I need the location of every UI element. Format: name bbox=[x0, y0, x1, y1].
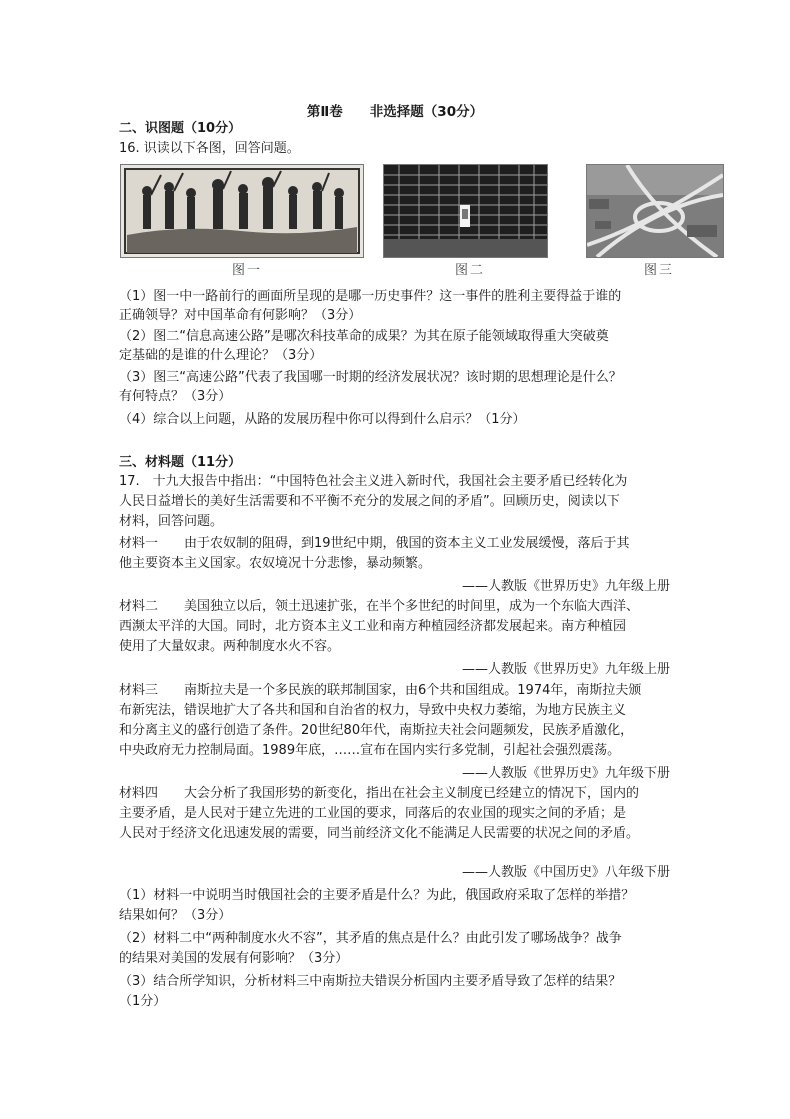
material-3-line1: 材料三 南斯拉夫是一个多民族的联邦制国家，由6个共和国组成。1974年，南斯拉夫颁 bbox=[119, 683, 642, 698]
q17-2-line1: （2）材料二中“两种制度水火不容”，其矛盾的焦点是什么？由此引发了哪场战争？战争 bbox=[119, 931, 622, 946]
q16-3-line1: （3）图三“高速公路”代表了我国哪一时期的经济发展状况？该时期的思想理论是什么？ bbox=[119, 370, 622, 385]
q16-2-line2: 定基础的是谁的什么理论？（3分） bbox=[119, 348, 323, 363]
material-4-line3: 人民对于经济文化迅速发展的需要，同当前经济文化不能满足人民需要的状况之间的矛盾。 bbox=[119, 826, 640, 841]
section-title: 第Ⅱ卷 非选择题（30分） bbox=[306, 104, 484, 120]
material-3-line2: 布新宪法，错误地扩大了各共和国和自治省的权力，导致中央权力萎缩，为地方民族主义 bbox=[119, 703, 627, 718]
q17-1-line1: （1）材料一中说明当时俄国社会的主要矛盾是什么？为此，俄国政府采取了怎样的举措？ bbox=[119, 888, 635, 903]
q17-intro-line3: 材料，回答问题。 bbox=[119, 514, 224, 529]
part2-heading: 二、识图题（10分） bbox=[119, 121, 242, 136]
material-4-source: ——人教版《中国历史》八年级下册 bbox=[461, 865, 670, 880]
material-1-line1: 材料一 由于农奴制的阻碍，到19世纪中期，俄国的资本主义工业发展缓慢，落后于其 bbox=[119, 536, 630, 551]
q17-1-line2: 结果如何？（3分） bbox=[119, 908, 232, 923]
material-4-line2: 主要矛盾，是人民对于建立先进的工业国的要求，同落后的农业国的现实之间的矛盾；是 bbox=[119, 806, 627, 821]
material-1-source: ——人教版《世界历史》九年级上册 bbox=[461, 579, 670, 594]
material-2-line1: 材料二 美国独立以后，领土迅速扩张，在半个多世纪的时间里，成为一个东临大西洋、 bbox=[119, 599, 640, 614]
q17-intro-line1: 17. 十九大报告中指出：“中国特色社会主义进入新时代，我国社会主要矛盾已经转化为 bbox=[119, 474, 628, 489]
q17-3-line1: （3）结合所学知识，分析材料三中南斯拉夫错误分析国内主要矛盾导致了怎样的结果？ bbox=[119, 974, 622, 989]
figure-1-caption: 图一 bbox=[232, 263, 263, 278]
material-2-source: ——人教版《世界历史》九年级上册 bbox=[461, 662, 670, 677]
material-3-source: ——人教版《世界历史》九年级下册 bbox=[461, 766, 670, 781]
q16-4-line1: （4）综合以上问题，从路的发展历程中你可以得到什么启示？（1分） bbox=[119, 412, 526, 427]
figure-3-caption: 图三 bbox=[644, 263, 675, 278]
q17-intro-line2: 人民日益增长的美好生活需要和不平衡不充分的发展之间的矛盾”。回顾历史，阅读以下 bbox=[119, 494, 620, 509]
q16-3-line2: 有何特点？（3分） bbox=[119, 389, 232, 404]
material-2-line3: 使用了大量奴隶。两种制度水火不容。 bbox=[119, 639, 341, 654]
material-1-line2: 他主要资本主义国家。农奴境况十分悲惨，暴动频繁。 bbox=[119, 556, 432, 571]
q17-2-line2: 的结果对美国的发展有何影响？（3分） bbox=[119, 951, 349, 966]
figure-2-image bbox=[383, 164, 548, 258]
figure-3-image bbox=[586, 164, 724, 258]
material-3-line4: 中央政府无力控制局面。1989年底，……宣布在国内实行多党制，引起社会强烈震荡。 bbox=[119, 743, 621, 758]
q16-intro: 16. 识读以下各图，回答问题。 bbox=[119, 141, 300, 156]
figure-1-image bbox=[120, 164, 364, 258]
q17-3-line2: （1分） bbox=[119, 994, 167, 1009]
material-3-line3: 和分离主义的盛行创造了条件。20世纪80年代，南斯拉夫社会问题频发，民族矛盾激化， bbox=[119, 723, 634, 738]
q16-2-line1: （2）图二“信息高速公路”是哪次科技革命的成果？为其在原子能领域取得重大突破奠 bbox=[119, 329, 609, 344]
figure-2-caption: 图二 bbox=[455, 263, 486, 278]
q16-1-line1: （1）图一中一路前行的画面所呈现的是哪一历史事件？这一事件的胜利主要得益于谁的 bbox=[119, 289, 622, 304]
material-4-line1: 材料四 大会分析了我国形势的新变化，指出在社会主义制度已经建立的情况下，国内的 bbox=[119, 786, 640, 801]
material-2-line2: 西濒太平洋的大国。同时，北方资本主义工业和南方种植园经济都发展起来。南方种植园 bbox=[119, 619, 627, 634]
q16-1-line2: 正确领导？对中国革命有何影响？（3分） bbox=[119, 308, 362, 323]
part3-heading: 三、材料题（11分） bbox=[119, 455, 242, 470]
